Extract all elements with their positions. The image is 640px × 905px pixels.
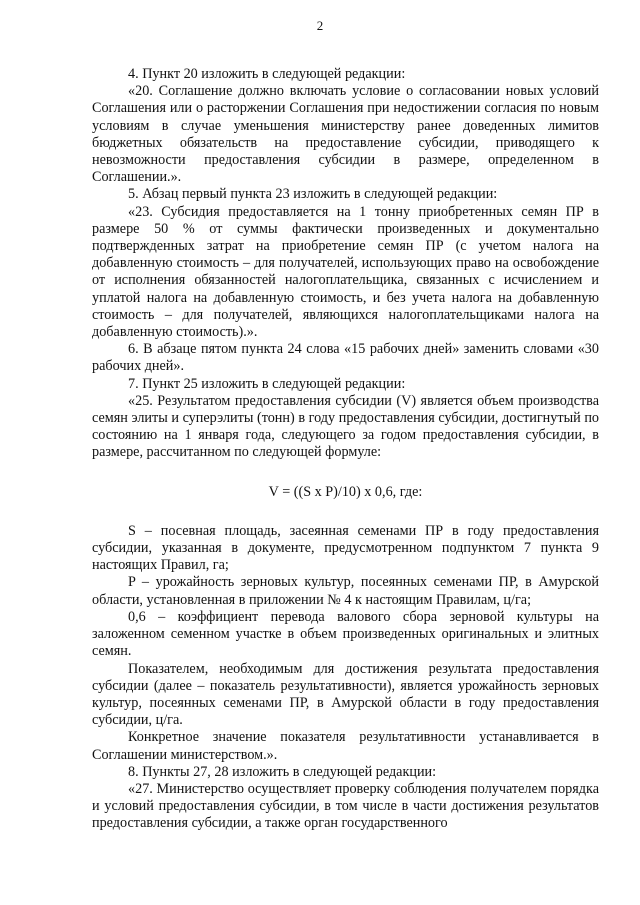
paragraph-clause-25: «25. Результатом предоставления субсидии (V) является объем производства семян элиты и суперэлиты (тонн) в году предоставления субсидии, достигнутый по состоянию на 1 января года, следующего за годом предоставления субсидии, в размере, рассчитанном по следующей формуле: <box>92 392 599 461</box>
paragraph-definition-p: P – урожайность зерновых культур, посеянных семенами ПР, в Амурской области, установленная в приложении № 4 к настоящим Правилам, ц/га; <box>92 574 599 608</box>
paragraph-definition-coefficient: 0,6 – коэффициент перевода валового сбора зерновой культуры на заложенном семенном участке в объем произведенных оригинальных и элитных семян. <box>92 608 599 660</box>
paragraph-item-7-heading: 7. Пункт 25 изложить в следующей редакции: <box>128 375 406 392</box>
paragraph-definition-s: S – посевная площадь, засеянная семенами ПР в году предоставления субсидии, указанная в документе, предусмотренном подпунктом 7 пункта 9 настоящих Правил, га; <box>92 522 599 574</box>
page-number: 2 <box>316 18 324 33</box>
paragraph-item-6: 6. В абзаце пятом пункта 24 слова «15 рабочих дней» заменить словами «30 рабочих дней». <box>92 341 599 375</box>
paragraph-performance-indicator: Показателем, необходимым для достижения результата предоставления субсидии (далее – показатель результативности), является урожайность зерновых культур, посеянных семенами ПР, в Амурской области в году предоставления субсидии, ц/га. <box>92 660 599 729</box>
document-body <box>92 66 599 833</box>
paragraph-clause-20: «20. Соглашение должно включать условие о согласовании новых условий Соглашения или о расторжении Соглашения при недостижении согласия по новым условиям в случае уменьшения министерству ранее доведенных лимитов бюджетных обязательств на предоставление субсидии, приводящего к невозможности предоставления субсидии в размере, определенном в Соглашении.». <box>92 83 599 186</box>
paragraph-clause-23: «23. Субсидия предоставляется на 1 тонну приобретенных семян ПР в размере 50 % от суммы фактически произведенных и документально подтвержденных затрат на приобретение семян ПР (с учетом налога на добавленную стоимость – для получателей, использующих право на освобождение от исполнения обязанностей налогоплательщика, связанных с исчислением и уплатой налога на добавленную стоимость, и без учета налога на добавленную стоимость – для получателей, являющихся налогоплательщиками налога на добавленную стоимость).». <box>92 203 599 341</box>
paragraph-item-4-heading: 4. Пункт 20 изложить в следующей редакции: <box>128 66 406 82</box>
paragraph-clause-27: «27. Министерство осуществляет проверку соблюдения получателем порядка и условий предоставления субсидии, в том числе в части достижения результатов предоставления субсидии, а также орган государственного <box>92 780 599 832</box>
paragraph-item-5-heading: 5. Абзац первый пункта 23 изложить в следующей редакции: <box>128 186 498 203</box>
formula: V = ((S x P)/10) x 0,6, где: <box>268 483 423 500</box>
paragraph-indicator-value: Конкретное значение показателя результативности устанавливается в Соглашении министерством.». <box>92 729 599 763</box>
paragraph-item-8-heading: 8. Пункты 27, 28 изложить в следующей редакции: <box>128 763 437 780</box>
